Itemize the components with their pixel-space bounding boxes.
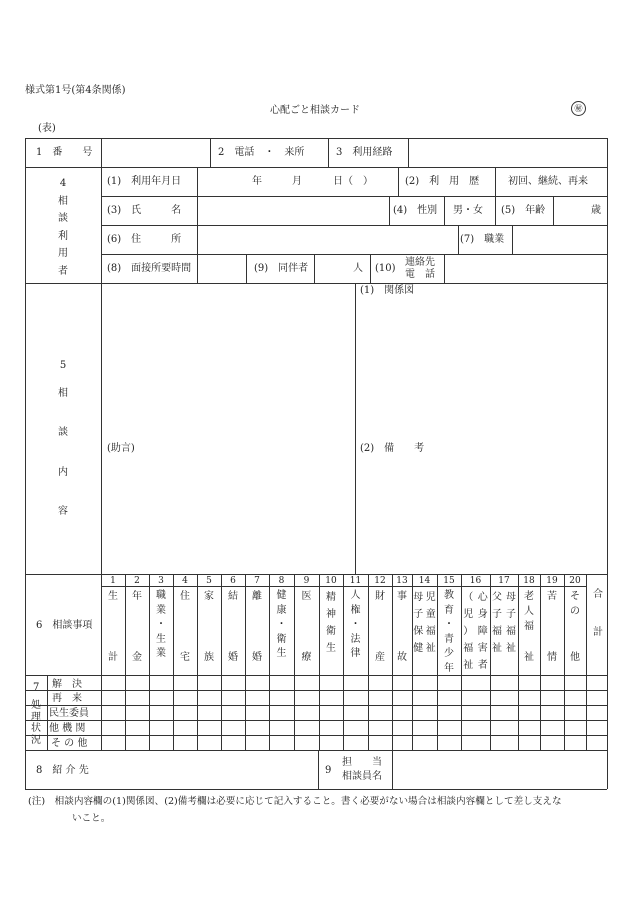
grid-line-h	[25, 750, 607, 751]
relation-diagram-label: (1) 関係図	[360, 285, 415, 296]
matter-label-bottom: 宅	[180, 652, 190, 663]
matter-label: 父 子 福 祉	[492, 592, 502, 654]
matter-label: 離	[252, 591, 262, 602]
grid-line-v	[314, 254, 315, 283]
section-user: 4 相 談 利 用 者	[58, 178, 68, 277]
grid-line-v	[319, 574, 320, 750]
matter-number: 12	[374, 576, 386, 586]
matter-number: 1	[110, 576, 116, 586]
grid-line-v	[245, 574, 246, 750]
matter-label: 健 康 ・ 衛 生	[276, 590, 287, 659]
status-welfare-commissioner: 民生委員	[49, 708, 89, 719]
matter-label-bottom: 故	[397, 652, 407, 663]
matter-label: 家	[204, 591, 214, 602]
route-label: 3 利用経路	[336, 147, 393, 158]
grid-line-h	[101, 196, 607, 197]
matter-label: 結	[228, 591, 238, 602]
contact-number: (10)	[375, 263, 396, 274]
grid-line-h	[25, 138, 607, 139]
grid-line-v	[461, 574, 462, 750]
matter-label-bottom: 他	[570, 652, 580, 663]
job-label: (7) 職業	[460, 234, 505, 245]
matter-label: （ 児 ） 福 祉	[463, 592, 474, 671]
matter-label-bottom: 祉	[524, 652, 534, 663]
grid-line-v	[518, 574, 519, 750]
grid-line-v	[197, 225, 198, 254]
matter-number: 4	[182, 576, 188, 586]
status-other: そ の 他	[51, 738, 88, 749]
matter-label: 住	[180, 591, 190, 602]
grid-line-v	[512, 225, 513, 254]
grid-line-v	[607, 574, 608, 750]
staff-label-2: 相談員名	[342, 771, 382, 782]
form-title: 心配ごと相談カード	[270, 105, 360, 116]
note-line-2: いこと。	[72, 813, 111, 824]
gender-value: 男・女	[453, 205, 483, 216]
advice-label: (助言)	[107, 443, 135, 454]
interview-time-label: (8) 面接所要時間	[107, 263, 192, 274]
status-number: 7	[33, 682, 40, 693]
companion-label: (9) 同伴者	[254, 263, 309, 274]
matter-number: 8	[278, 576, 285, 586]
matter-number: 16	[469, 576, 482, 586]
matter-number: 13	[396, 576, 408, 586]
grid-line-v	[398, 167, 399, 196]
matter-label-bottom: 婚	[252, 652, 262, 663]
grid-line-v	[125, 574, 126, 750]
grid-line-v	[437, 574, 438, 750]
staff-number: 9	[325, 765, 332, 776]
matter-label: 母 子 保 健	[413, 592, 424, 654]
grid-line-h	[25, 735, 607, 736]
form-id: 様式第1号(第4条関係)	[25, 85, 126, 96]
status-other-agency: 他 機 関	[49, 723, 86, 734]
grid-line-h	[25, 789, 607, 790]
grid-line-v	[210, 138, 211, 167]
gender-label: (4) 性別	[393, 205, 438, 216]
staff-label-1: 担 当	[342, 757, 382, 768]
matter-label: 心 身 障 害 者	[477, 592, 488, 671]
status-section: 処 理 状 況	[31, 700, 41, 746]
matter-label-bottom: 情	[547, 652, 557, 663]
grid-line-v	[444, 254, 445, 283]
companion-unit: 人	[353, 263, 363, 274]
matter-label: 教 育 ・ 青 少 年	[444, 590, 454, 674]
matter-label: 苦	[547, 591, 557, 602]
matter-label-bottom: 計	[108, 652, 118, 663]
side-label: (表)	[38, 123, 56, 134]
grid-line-h	[25, 690, 607, 691]
grid-line-v	[25, 138, 26, 789]
grid-line-v	[269, 574, 270, 750]
matter-label-bottom: 療	[301, 652, 312, 663]
grid-line-v	[294, 574, 295, 750]
grid-line-h	[25, 574, 607, 575]
grid-line-v	[355, 283, 356, 574]
matter-number: 7	[254, 576, 260, 586]
grid-line-v	[444, 196, 445, 225]
phone-visit-label: 2 電話 ・ 来所	[218, 147, 305, 158]
month-unit: 月	[292, 176, 302, 187]
grid-line-v	[370, 254, 371, 283]
matter-label-bottom: 族	[204, 652, 214, 663]
grid-line-v	[564, 574, 565, 750]
grid-line-v	[392, 750, 393, 789]
matter-label: 職 業 ・ 生 業	[156, 590, 166, 659]
grid-line-v	[197, 196, 198, 225]
grid-line-v	[490, 574, 491, 750]
matter-label: 老 人 福	[524, 591, 534, 632]
matter-number: 17	[498, 576, 510, 586]
history-label: (2) 利 用 歴	[405, 176, 480, 187]
grid-line-v	[408, 138, 409, 167]
matter-label: 生	[108, 591, 118, 602]
matter-number: 2	[134, 576, 140, 586]
grid-line-v	[343, 574, 344, 750]
matter-label: 児 童 福 祉	[425, 592, 436, 654]
grid-line-v	[495, 196, 496, 225]
matter-label: そ の	[570, 591, 580, 617]
address-label: (6) 住 所	[107, 234, 182, 245]
grid-line-v	[495, 167, 496, 196]
use-date-label: (1) 利用年月日	[107, 176, 182, 187]
grid-line-v	[197, 167, 198, 196]
grid-line-h	[25, 283, 607, 284]
day-unit: 日（ ）	[333, 176, 373, 187]
matter-label: 人 権 ・ 法 律	[350, 590, 361, 659]
grid-line-v	[221, 574, 222, 750]
grid-line-h	[25, 705, 607, 706]
remarks-label: (2) 備 考	[360, 443, 425, 454]
grid-line-h	[25, 720, 607, 721]
matter-label: 母 子 福 祉	[506, 592, 516, 654]
matter-number: 9	[303, 576, 310, 586]
matter-number: 19	[546, 576, 558, 586]
grid-line-v	[389, 196, 390, 225]
age-unit: 歳	[591, 205, 601, 216]
matter-number: 18	[523, 576, 535, 586]
grid-line-v	[101, 574, 102, 750]
number-label: 1 番 号	[36, 147, 93, 158]
matter-label: 医	[301, 591, 312, 602]
grid-line-v	[540, 574, 541, 750]
grid-line-h	[101, 586, 586, 587]
grid-line-v	[553, 196, 554, 225]
total-label: 合 計	[593, 589, 603, 638]
matter-label-bottom: 金	[132, 652, 142, 663]
note-line-1: (注) 相談内容欄の(1)関係図、(2)備考欄は必要に応じて記入すること。書く必要がない場合は相談内容欄として差し支えな	[28, 796, 562, 807]
matter-label: 財	[375, 591, 385, 602]
matter-number: 3	[158, 576, 164, 586]
grid-line-v	[246, 254, 247, 283]
age-label: (5) 年齢	[501, 205, 546, 216]
grid-line-v	[197, 574, 198, 750]
name-label: (3) 氏 名	[107, 205, 182, 216]
section-consult: 5 相 談 内 容	[58, 360, 68, 517]
matter-number: 6	[230, 576, 236, 586]
history-value: 初回、継続、再来	[508, 176, 588, 187]
matter-label-bottom: 婚	[228, 652, 238, 663]
grid-line-h	[25, 675, 607, 676]
matter-label-bottom: 産	[375, 652, 385, 663]
status-resolved: 解 決	[52, 679, 82, 690]
matter-label: 精 神 衛 生	[326, 592, 336, 654]
grid-line-v	[392, 574, 393, 750]
grid-line-v	[368, 574, 369, 750]
grid-line-v	[149, 574, 150, 750]
year-unit: 年	[252, 176, 262, 187]
matters-label: 6 相談事項	[36, 620, 93, 631]
grid-line-v	[586, 574, 587, 750]
grid-line-v	[173, 574, 174, 750]
grid-line-v	[318, 750, 319, 789]
matter-number: 11	[349, 576, 362, 586]
grid-line-v	[47, 675, 48, 750]
referral-label: 8 紹 介 先	[36, 765, 89, 776]
matter-label: 事	[397, 591, 407, 602]
matter-number: 5	[206, 576, 212, 586]
contact-label-2: 電 話	[405, 269, 435, 280]
matter-number: 10	[325, 576, 337, 586]
confidential-seal-icon: ㊙	[571, 101, 586, 116]
status-revisit: 再 来	[52, 693, 82, 704]
grid-line-h	[25, 167, 607, 168]
grid-line-v	[197, 254, 198, 283]
grid-line-h	[101, 254, 607, 255]
matter-number: 14	[418, 576, 431, 586]
matter-number: 15	[443, 576, 455, 586]
grid-line-v	[328, 138, 329, 167]
contact-label-1: 連絡先	[405, 257, 435, 268]
grid-line-h	[101, 225, 607, 226]
matter-label: 年	[132, 591, 142, 602]
matter-number: 20	[569, 576, 581, 586]
grid-line-v	[458, 225, 459, 254]
